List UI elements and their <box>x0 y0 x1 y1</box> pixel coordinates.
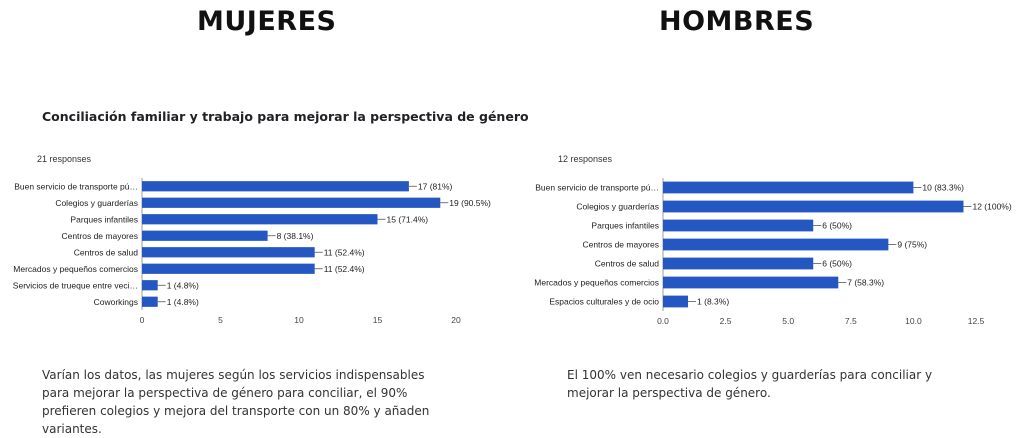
right-chart-bar <box>663 239 888 251</box>
right-chart-bar <box>663 258 813 270</box>
left-chart-category-label: Centros de salud <box>73 247 138 258</box>
question-title: Conciliación familiar y trabajo para mejorar la perspectiva de género <box>42 109 529 124</box>
left-chart-x-tick-label: 20 <box>451 315 461 325</box>
left-chart-category-label: Buen servicio de transporte pú… <box>14 181 138 192</box>
left-chart-category-label: Coworkings <box>93 296 138 307</box>
right-chart-value-label: 7 (58.3%) <box>847 277 885 288</box>
right-chart-category-label: Buen servicio de transporte pú… <box>535 182 659 193</box>
left-chart-value-label: 15 (71.4%) <box>386 214 429 225</box>
right-chart-category-label: Espacios culturales y de ocio <box>549 296 659 307</box>
heading-mujeres: MUJERES <box>197 6 337 37</box>
right-chart-value-label: 9 (75%) <box>897 239 928 250</box>
left-chart-value-label: 11 (52.4%) <box>323 247 365 258</box>
left-chart-x-tick-label: 0 <box>139 315 145 325</box>
right-chart-category-label: Centros de salud <box>594 258 659 269</box>
heading-hombres: HOMBRES <box>659 6 815 37</box>
left-chart-value-label: 11 (52.4%) <box>323 263 365 274</box>
left-chart-x-tick-label: 5 <box>218 315 223 325</box>
left-chart-category-label: Mercados y pequeños comercios <box>13 263 138 274</box>
right-chart-value-label: 10 (83.3%) <box>922 182 964 193</box>
right-chart-bar <box>663 277 838 289</box>
right-chart-x-tick-label: 0.0 <box>657 316 669 326</box>
left-chart-category-label: Colegios y guarderías <box>55 197 138 208</box>
right-chart-bar <box>663 201 963 213</box>
left-chart-x-tick-label: 10 <box>294 315 304 325</box>
right-chart-value-label: 6 (50%) <box>822 220 853 231</box>
right-chart-category-label: Colegios y guarderías <box>576 201 659 212</box>
right-chart-value-label: 6 (50%) <box>822 258 853 269</box>
left-chart-value-label: 17 (81%) <box>417 181 453 192</box>
summary-paragraph-hombres: El 100% ven necesario colegios y guarderías para conciliar y mejorar la perspectiva de género. <box>567 368 933 400</box>
right-chart-category-label: Mercados y pequeños comercios <box>534 277 659 288</box>
left-chart-category-label: Parques infantiles <box>70 214 138 225</box>
right-chart-category-label: Centros de mayores <box>582 239 659 250</box>
left-chart-category-label: Servicios de trueque entre veci… <box>12 280 138 291</box>
left-chart-value-label: 1 (4.8%) <box>166 296 199 307</box>
right-chart-bar <box>663 220 813 232</box>
right-chart-x-tick-label: 12.5 <box>967 316 985 326</box>
left-chart-x-tick-label: 15 <box>372 315 383 325</box>
right-chart-bar <box>663 296 688 308</box>
right-chart-value-label: 12 (100%) <box>972 201 1012 212</box>
responses-count-left: 21 responses <box>37 154 92 164</box>
right-chart-x-tick-label: 7.5 <box>844 316 857 326</box>
left-chart-value-label: 19 (90.5%) <box>449 197 491 208</box>
right-chart-x-tick-label: 10.0 <box>905 316 922 326</box>
responses-count-right: 12 responses <box>558 154 613 164</box>
right-chart-value-label: 1 (8.3%) <box>697 296 730 307</box>
summary-paragraph-mujeres: Varían los datos, las mujeres según los servicios indispensables para mejorar la perspectiva de género para conciliar, el 90% prefieren colegios y mejora del transporte con un 80% y añaden variantes. <box>42 368 430 436</box>
right-chart-x-tick-label: 5.0 <box>782 316 795 326</box>
right-chart-bar <box>663 182 913 194</box>
right-chart-x-tick-label: 2.5 <box>719 316 732 326</box>
right-chart-category-label: Parques infantiles <box>591 220 659 231</box>
left-chart-value-label: 1 (4.8%) <box>166 280 199 291</box>
left-chart-category-label: Centros de mayores <box>61 230 138 241</box>
left-chart-value-label: 8 (38.1%) <box>276 230 314 241</box>
